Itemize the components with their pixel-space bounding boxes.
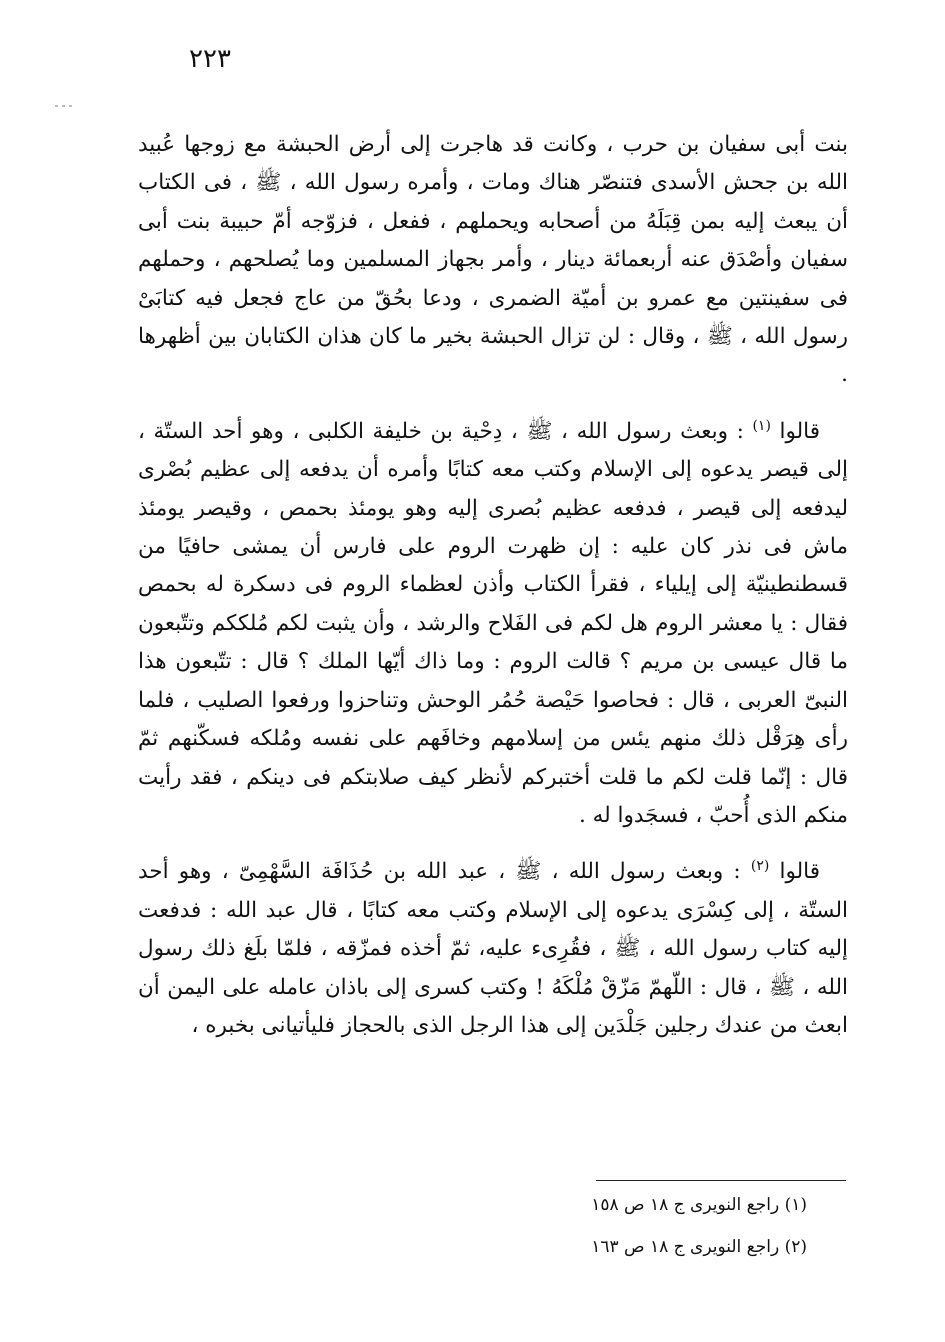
main-text bbox=[138, 126, 848, 1045]
paragraph-2 bbox=[138, 413, 848, 835]
footnote-separator bbox=[596, 1180, 846, 1181]
footnote-ref-1[interactable]: (١) bbox=[752, 417, 771, 434]
paragraph-lead: قالوا bbox=[779, 859, 820, 885]
paragraph-3 bbox=[138, 853, 848, 1045]
page-number: ٢٢٣ bbox=[189, 44, 231, 74]
paragraph-lead: قالوا bbox=[779, 418, 821, 444]
scan-specks bbox=[36, 92, 76, 98]
footnote-1: (١) راجع النويرى ج ١٨ ص ١٥٨ bbox=[591, 1195, 807, 1215]
paragraph-1: بنت أبى سفيان بن حرب ، وكانت قد هاجرت إلى أرض الحبشة مع زوجها عُبيد الله بن جحش الأسدى فتنصّر هناك ومات ، وأمره رسول الله ، ﷺ ، فى الكتاب أن يبعث إليه بمن قِبَلَهُ من أصحابه ويحملهم ، ففعل ، فزوّجه أمّ حبيبة بنت أبى سفيان وأصْدَق عنه أربعمائة دينار ، وأمر بجهاز المسلمين وما يُصلحهم ، وحملهم فى سفينتين مع عمرو بن أميّة الضمرى ، ودعا بحُقّ من عاج فجعل فيه كتابَىْ رسول الله ، ﷺ ، وقال : لن تزال الحبشة بخير ما كان هذان الكتابان بين أظهرها . bbox=[138, 132, 848, 388]
footnotes bbox=[407, 1192, 807, 1276]
footnote-ref-2[interactable]: (٢) bbox=[750, 858, 770, 875]
paragraph-body: : وبعث رسول الله ، ﷺ ، عبد الله بن حُذَافَة السَّهْمِىّ ، وهو أحد الستّة ، إلى كِسْرَى يدعوه إلى الإسلام وكتب معه كتابًا ، قال عبد الله : فدفعت إليه كتاب رسول الله ، ﷺ ، فقُرِىء عليه، ثمّ أخذه فمزّقه ، فلمّا بلَغ ذلك رسول الله ، ﷺ ، قال : اللّهمّ مَزّقْ مُلْكَهُ ! وكتب كسرى إلى باذان عامله على اليمن أن ابعث من عندك رجلين جَلْدَين إلى هذا الرجل الذى بالحجاز فليأتيانى بخبره ، bbox=[138, 859, 848, 1038]
footnote-2: (٢) راجع النويرى ج ١٨ ص ١٦٣ bbox=[591, 1237, 807, 1257]
paragraph-body: : وبعث رسول الله ، ﷺ ، دِحْية بن خليفة الكلبى ، وهو أحد الستّة ، إلى قيصر يدعوه إلى الإسلام وكتب معه كتابًا وأمره أن يدفعه إلى عظيم بُصْرى ليدفعه إلى قيصر ، فدفعه عظيم بُصرى إليه وهو يومئذ بحمص ، وقيصر يومئذ ماش فى نذر كان عليه : إن ظهرت الروم على فارس أن يمشى حافيًا من قسطنطينيّة إلى إيلياء ، فقرأ الكتاب وأذن لعظماء الروم فى دسكرة له بحمص فقال : يا معشر الروم هل لكم فى الفَلاح والرشد ، وأن يثبت لكم مُلككم وتتّبعون ما قال عيسى بن مريم ؟ قالت الروم : وما ذاك أيّها الملك ؟ قال : تتّبعون هذا النبىّ العربى ، قال : فحاصوا حَيْصة حُمُر الوحش وتناحزوا ورفعوا الصليب ، فلما رأى هِرَقْل ذلك منهم يئس من إسلامهم وخافَهم على نفسه ومُلكه فسكّنهم ثمّ قال : إنّما قلت لكم ما قلت أختبركم لأنظر كيف صلابتكم فى دينكم ، فقد رأيت منكم الذى أُحبّ ، فسجَدوا له . bbox=[138, 418, 848, 828]
